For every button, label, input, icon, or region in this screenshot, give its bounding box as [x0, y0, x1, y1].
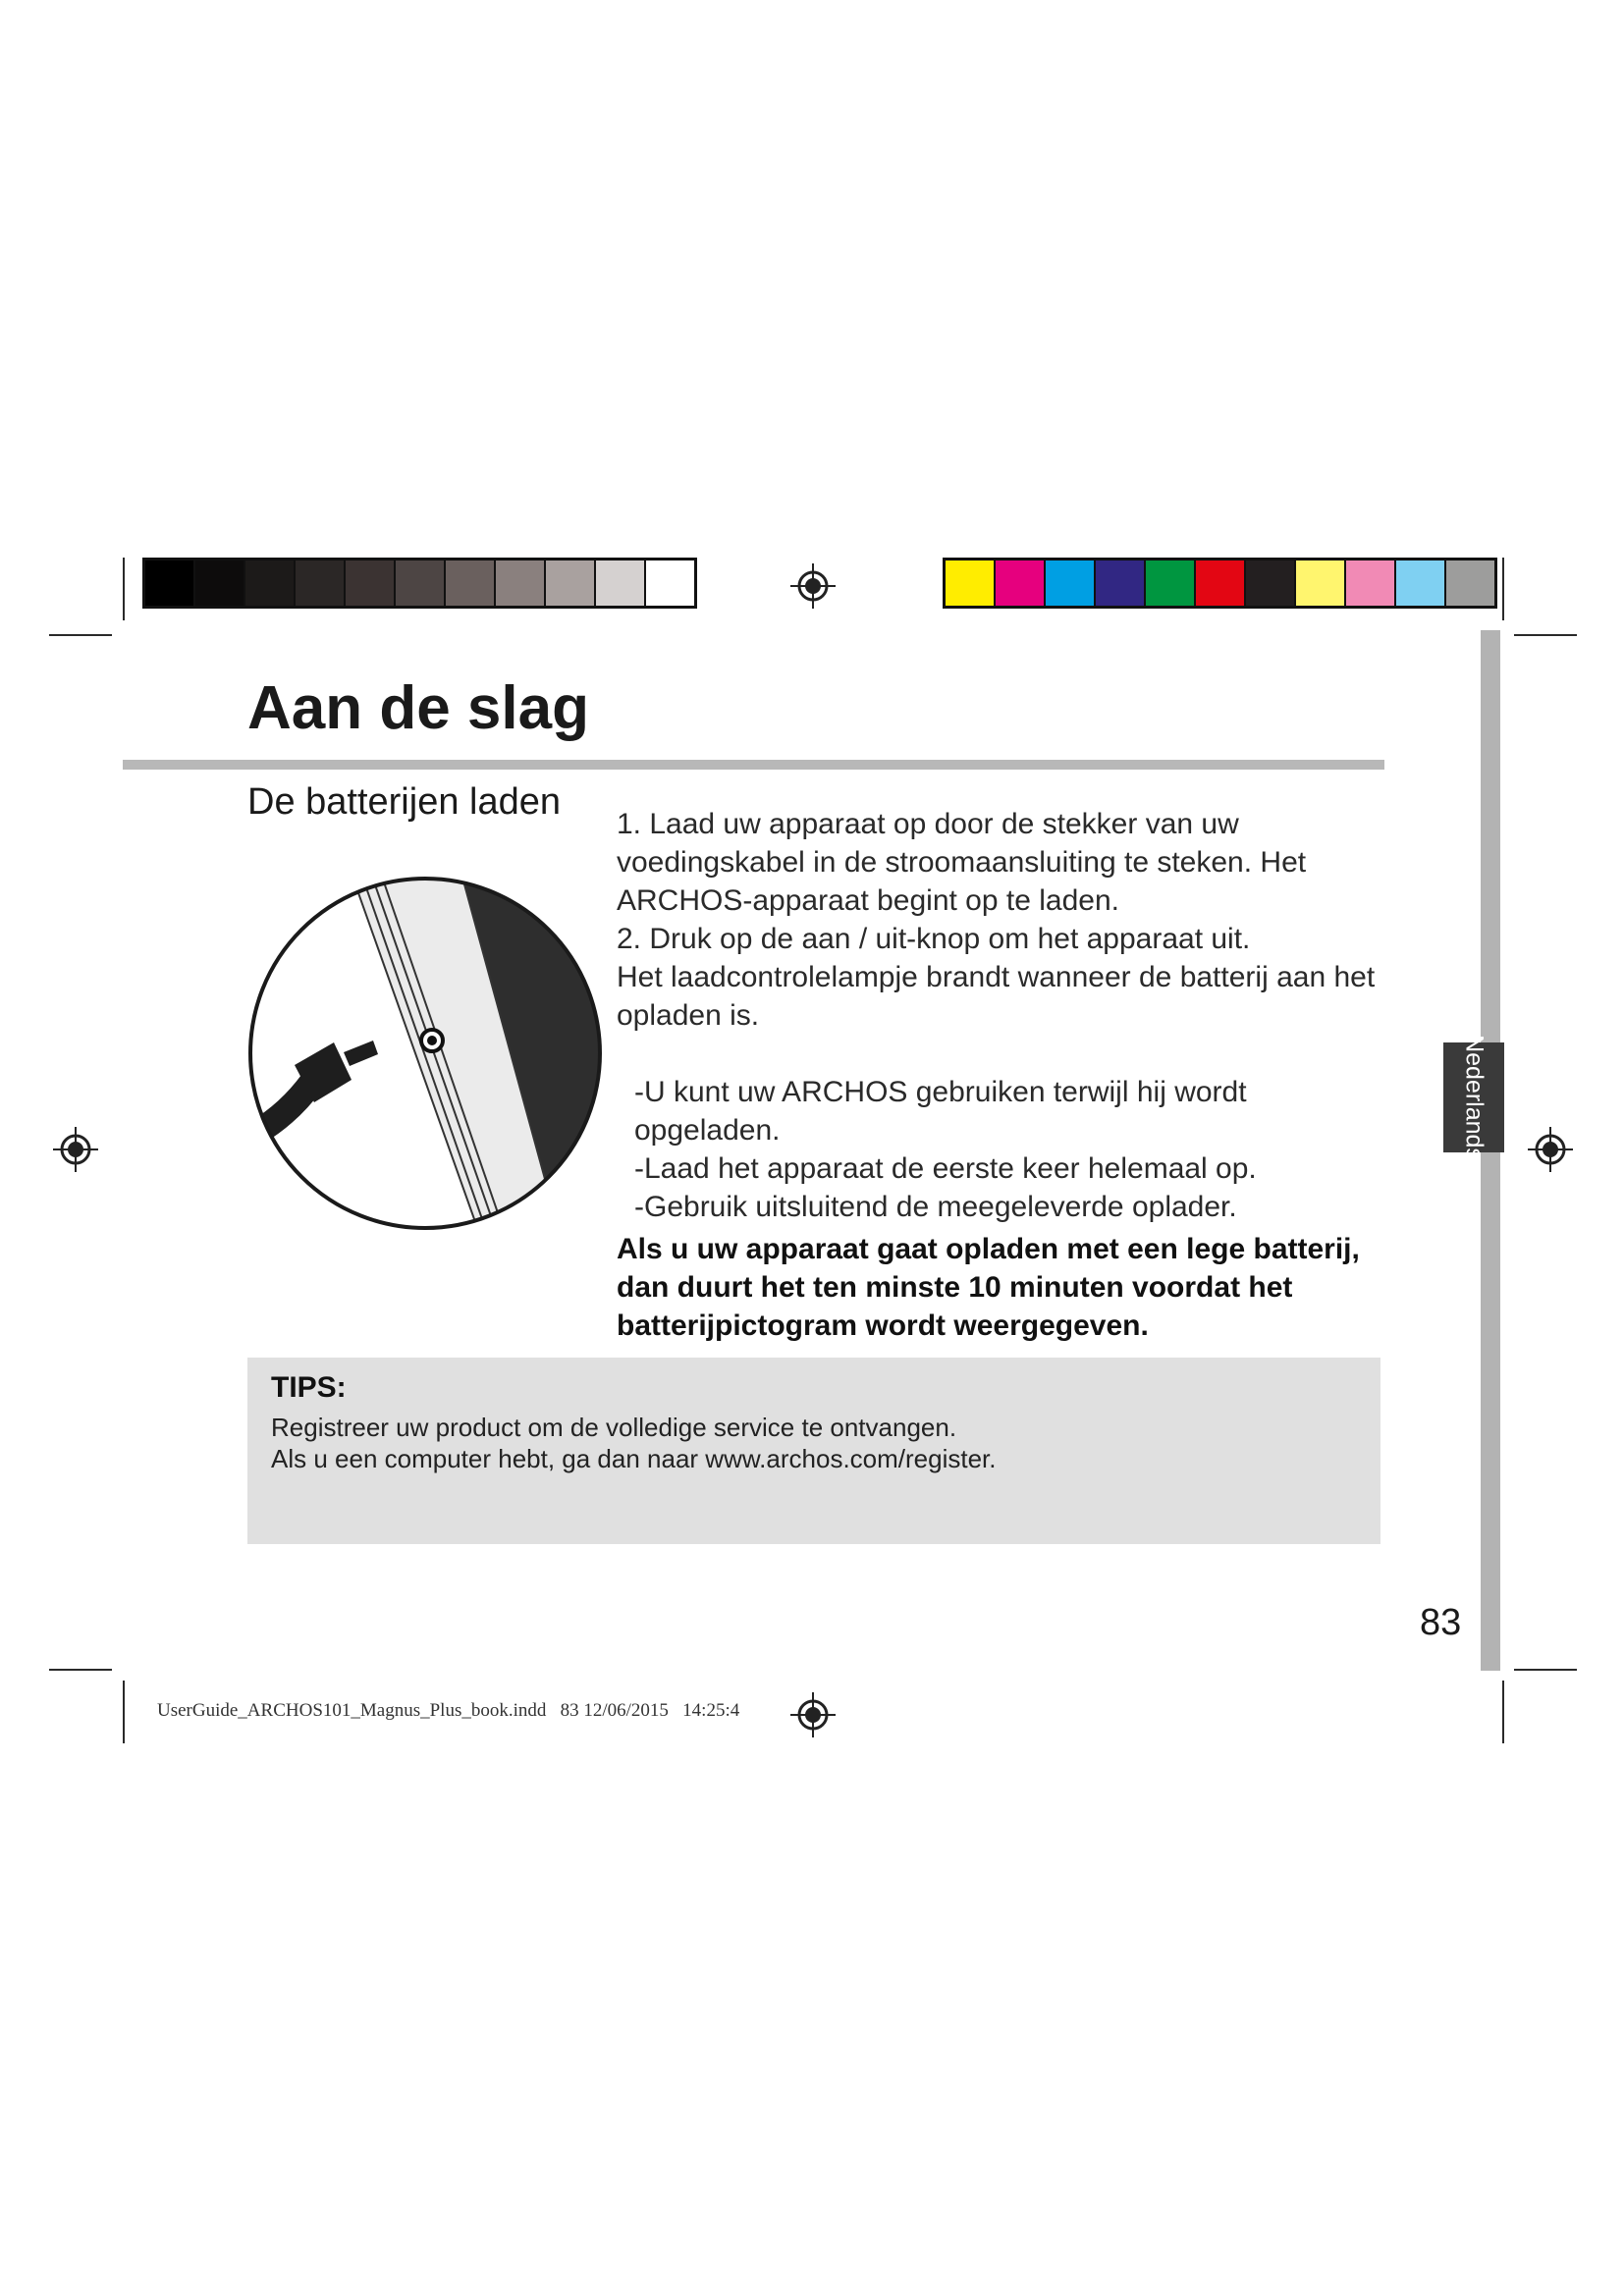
step-3: Het laadcontrolelampje brandt wanneer de batterij aan het opladen is.	[617, 961, 1376, 1032]
crop-mark-bottom-right-v	[1502, 1681, 1504, 1743]
color-swatch-9	[1346, 561, 1396, 606]
color-swatch-11	[646, 561, 694, 606]
process-color-bar	[943, 558, 1497, 609]
color-swatch-5	[1146, 561, 1196, 606]
page-number: 83	[1420, 1602, 1462, 1643]
color-swatch-1	[946, 561, 996, 606]
title-underline	[123, 760, 1384, 770]
tips-line: Als u een computer hebt, ga dan naar www.archos.com/register.	[271, 1444, 997, 1473]
color-swatch-7	[1246, 561, 1296, 606]
instructions-text	[617, 805, 1392, 1345]
crop-mark-bottom-right-h	[1514, 1669, 1577, 1671]
color-swatch-4	[296, 561, 346, 606]
color-swatch-3	[1046, 561, 1096, 606]
note-2: -Laad het apparaat de eerste keer helemaal op.	[634, 1152, 1257, 1185]
color-swatch-4	[1096, 561, 1146, 606]
warning-text: Als u uw apparaat gaat opladen met een lege batterij, dan duurt het ten minste 10 minuten voordat het batterijpictogram wordt weergegeven.	[617, 1233, 1360, 1342]
color-swatch-2	[195, 561, 245, 606]
footer-slug	[157, 1700, 739, 1722]
language-tab	[1443, 1035, 1504, 1160]
crop-mark-top-left-h	[49, 634, 112, 636]
crop-mark-top-left-v	[123, 558, 125, 620]
color-swatch-10	[1396, 561, 1446, 606]
color-swatch-7	[446, 561, 496, 606]
color-swatch-8	[496, 561, 546, 606]
section-subtitle: De batterijen laden	[247, 781, 561, 823]
crop-mark-top-right-h	[1514, 634, 1577, 636]
step-1: 1. Laad uw apparaat op door de stekker van uw voedingskabel in de stroomaansluiting te steken. Het ARCHOS-apparaat begint op te laden.	[617, 808, 1307, 917]
footer-date: 12/06/2015 14:25:4	[583, 1700, 740, 1721]
color-swatch-2	[996, 561, 1046, 606]
tips-line: Registreer uw product om de volledige service te ontvangen.	[271, 1413, 957, 1442]
crop-mark-bottom-left-v	[123, 1681, 125, 1743]
page-title: Aan de slag	[247, 674, 589, 742]
color-swatch-5	[346, 561, 396, 606]
registration-mark-icon	[1526, 1125, 1575, 1174]
step-2: 2. Druk op de aan / uit-knop om het apparaat uit.	[617, 923, 1251, 955]
crop-mark-top-right-v	[1502, 558, 1504, 620]
note-3: -Gebruik uitsluitend de meegeleverde oplader.	[634, 1191, 1237, 1223]
note-1: -U kunt uw ARCHOS gebruiken terwijl hij wordt opgeladen.	[634, 1076, 1247, 1147]
registration-mark-icon	[51, 1125, 100, 1174]
color-swatch-11	[1446, 561, 1494, 606]
language-label: Nederlands	[1460, 1035, 1489, 1160]
footer-file: UserGuide_ARCHOS101_Magnus_Plus_book.indd 83	[157, 1700, 579, 1721]
tips-heading: TIPS:	[271, 1371, 347, 1404]
color-swatch-8	[1296, 561, 1346, 606]
charging-illustration	[245, 874, 605, 1233]
color-swatch-1	[145, 561, 195, 606]
crop-mark-bottom-left-h	[49, 1669, 112, 1671]
grayscale-color-bar	[142, 558, 697, 609]
registration-mark-icon	[788, 1690, 838, 1739]
tips-box	[247, 1358, 1380, 1544]
color-swatch-9	[546, 561, 596, 606]
color-swatch-10	[596, 561, 646, 606]
color-swatch-3	[245, 561, 296, 606]
color-swatch-6	[396, 561, 446, 606]
registration-mark-icon	[788, 561, 838, 611]
color-swatch-6	[1196, 561, 1246, 606]
